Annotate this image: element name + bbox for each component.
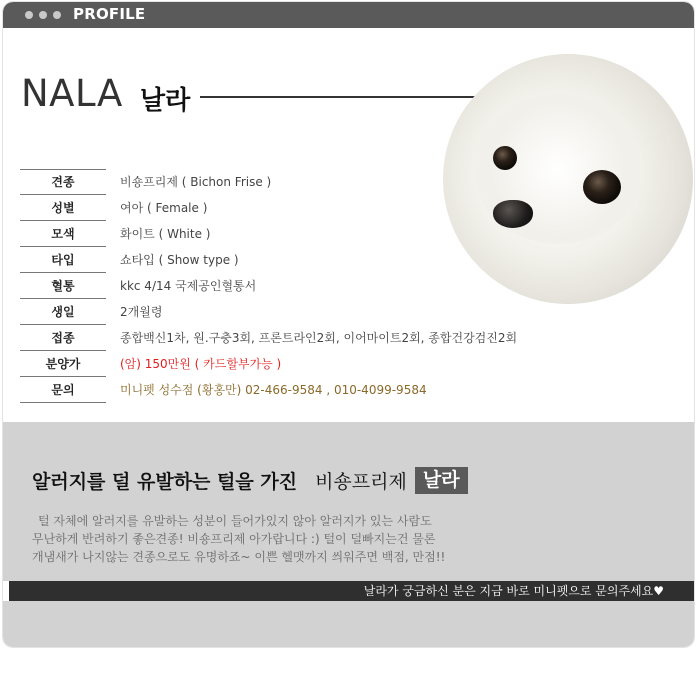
detail-label: 견종 — [20, 169, 106, 195]
dot-icon — [53, 11, 61, 19]
detail-value: 비숑프리제 ( Bichon Frise ) — [120, 175, 272, 189]
detail-row-breed — [20, 169, 540, 195]
detail-label: 생일 — [20, 299, 106, 325]
detail-row-sex — [20, 195, 540, 221]
window-dots — [25, 11, 61, 19]
detail-label: 접종 — [20, 325, 106, 351]
detail-label: 문의 — [20, 377, 106, 403]
detail-value: 쇼타입 ( Show type ) — [120, 253, 239, 267]
dog-eye-right — [583, 170, 621, 204]
description-line: 개냄새가 나지않는 견종으로도 유명하죠~ 이쁜 헬맷까지 씌워주면 백점, 만점!! — [32, 550, 446, 564]
contact-value: 미니펫 성수점 (황홍만) 02-466-9584 , 010-4099-9584 — [120, 383, 427, 397]
detail-label: 성별 — [20, 195, 106, 221]
detail-row-type — [20, 247, 540, 273]
dog-eye-left — [493, 146, 517, 170]
detail-label: 모색 — [20, 221, 106, 247]
detail-row-vaccination — [20, 325, 540, 351]
headline-name-tag: 날라 — [415, 467, 468, 494]
header-title: PROFILE — [73, 5, 146, 23]
dot-icon — [25, 11, 33, 19]
detail-label: 혈통 — [20, 273, 106, 299]
dot-icon — [39, 11, 47, 19]
headline — [32, 467, 468, 494]
detail-value: 종합백신1차, 원.구충3회, 프론트라인2회, 이어마이트2회, 종합건강검진2회 — [120, 331, 518, 345]
profile-card — [3, 2, 694, 647]
detail-value: 2개월령 — [120, 305, 163, 319]
detail-row-contact — [20, 377, 540, 403]
price-value: (암) 150만원 ( 카드할부가능 ) — [120, 357, 282, 371]
contact-banner — [3, 581, 694, 601]
detail-label: 분양가 — [20, 351, 106, 377]
detail-value: 여아 ( Female ) — [120, 201, 208, 215]
detail-value: kkc 4/14 국제공인혈통서 — [120, 279, 257, 293]
detail-row-pedigree — [20, 273, 540, 299]
detail-row-price — [20, 351, 540, 377]
headline-strong: 알러지를 덜 유발하는 털을 가진 — [32, 471, 298, 493]
dog-name-korean: 날라 — [140, 86, 191, 116]
detail-value: 화이트 ( White ) — [120, 227, 211, 241]
detail-label: 타입 — [20, 247, 106, 273]
headline-breed: 비숑프리제 — [315, 471, 407, 493]
description-panel — [3, 422, 694, 647]
dog-name-english: NALA — [21, 72, 123, 115]
description-line: 무난하게 반려하기 좋은견종! 비숑프리제 아가랍니다 :) 털이 덜빠지는건 물론 — [32, 532, 436, 546]
description-line: 털 자체에 알러지를 유발하는 성분이 들어가있지 않아 알러지가 있는 사람도 — [38, 514, 432, 528]
profile-header-bar — [3, 2, 694, 28]
banner-text: 날라가 궁금하신 분은 지금 바로 미니펫으로 문의주세요♥ — [363, 584, 664, 598]
detail-row-birth — [20, 299, 540, 325]
detail-row-color — [20, 221, 540, 247]
description-text — [32, 512, 672, 566]
name-divider — [200, 96, 480, 98]
